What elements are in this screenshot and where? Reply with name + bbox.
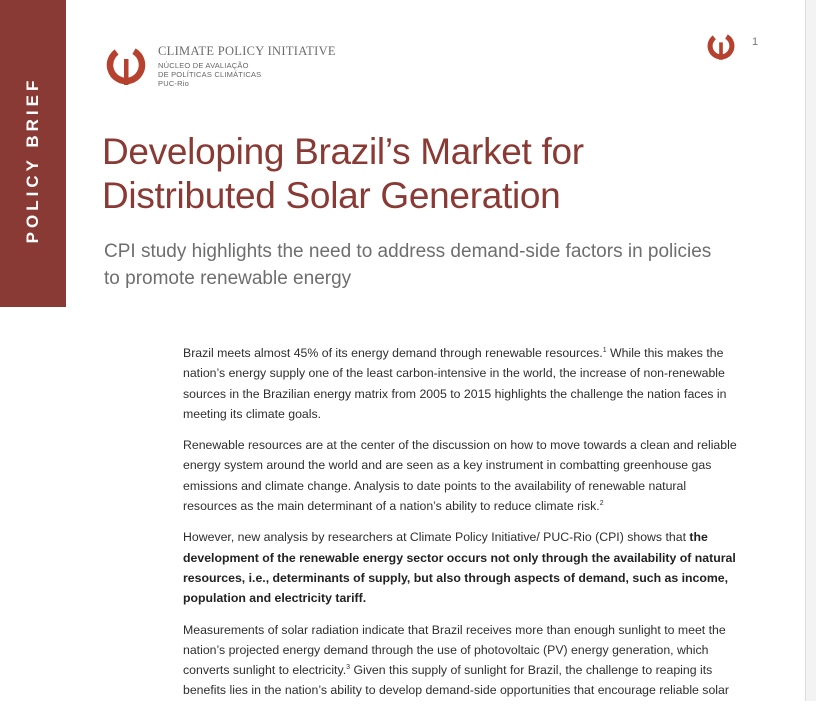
- paragraph-1: [183, 343, 738, 424]
- paragraph-4: [183, 620, 738, 701]
- org-subtitle-line-2: DE POLÍTICAS CLIMÁTICAS: [158, 70, 262, 79]
- page-title: [102, 130, 584, 218]
- policy-brief-band: [0, 0, 66, 307]
- cpi-logo-icon: [104, 43, 148, 87]
- footnote-ref-3[interactable]: 3: [346, 664, 351, 672]
- body-text: [183, 343, 738, 712]
- paragraph-3: [183, 527, 738, 608]
- org-subtitle-line-3: PUC-Rio: [158, 79, 189, 88]
- subtitle-line-1: CPI study highlights the need to address demand-side factors in policies: [104, 241, 712, 262]
- footnote-ref-1[interactable]: 1: [602, 346, 607, 354]
- subtitle-line-2: to promote renewable energy: [104, 268, 352, 289]
- title-line-2: Distributed Solar Generation: [102, 175, 561, 216]
- title-line-1: Developing Brazil’s Market for: [102, 131, 584, 172]
- cpi-corner-logo-icon: [705, 30, 737, 62]
- paragraph-1-text-cont: While this makes the nation’s energy supply one of the least carbon-intensive in the world, the increase of non-renewable sources in the Brazilian energy matrix from 2005 to 2015 highlights the challenge the nation faces in meeting its climate goals.: [183, 346, 727, 421]
- paragraph-3-text: However, new analysis by researchers at Climate Policy Initiative/ PUC-Rio (CPI) shows that: [183, 530, 690, 545]
- org-name: CLIMATE POLICY INITIATIVE: [158, 44, 336, 58]
- footnote-ref-2[interactable]: 2: [599, 499, 604, 507]
- org-subtitle-line-1: NÚCLEO DE AVALIAÇÃO: [158, 61, 249, 70]
- paragraph-2: [183, 435, 738, 516]
- paragraph-4-text: Measurements of solar radiation indicate that Brazil receives more than enough sunlight to meet the nation’s projected energy demand through the use of photovoltaic (PV) energy generation, which converts sunlight to electricity.: [183, 622, 726, 678]
- paragraph-1-text: Brazil meets almost 45% of its energy demand through renewable resources.: [183, 346, 603, 360]
- page-edge: [805, 0, 816, 701]
- paragraph-4-text-cont: Given this supply of sunlight for Brazil, the challenge to reaping its benefits lies in the nation’s ability to develop demand-side opportunities that encourage reliable solar: [183, 663, 729, 698]
- paragraph-2-text: Renewable resources are at the center of the discussion on how to move towards a clean and reliable energy system around the world and are seen as a key instrument in combatting greenhouse gas emissions and climate change. Analysis to date points to the availability of renewable natural resources as the main determinant of a nation’s ability to reduce climate risk.: [183, 438, 737, 514]
- paragraph-3-key-finding: the development of the renewable energy sector occurs not only through the availability of natural resources, i.e., determinants of supply, but also through aspects of demand, such as income, population and electricity tariff.: [183, 530, 736, 606]
- policy-brief-label: POLICY BRIEF: [23, 76, 42, 244]
- page-number: 1: [752, 36, 759, 48]
- subtitle: [104, 238, 784, 292]
